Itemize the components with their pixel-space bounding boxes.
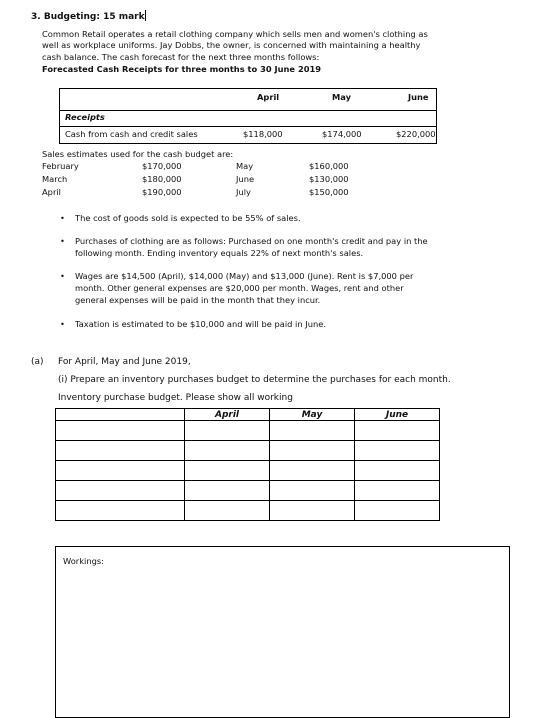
bullet-dot-icon: • [60,319,65,329]
bullet-dot-icon: • [60,213,65,223]
table-cell[interactable] [355,481,440,501]
part-a-text: For April, May and June 2019, [58,357,191,367]
bullet-text: The cost of goods sold is expected to be 55% of sales. [75,213,301,223]
sales-month: June [236,174,255,184]
bullet-dot-icon: • [60,271,65,281]
table-header-cell: May [270,409,355,421]
sales-month: February [42,161,79,171]
sales-estimates-heading: Sales estimates used for the cash budget are: [42,149,234,159]
intro-line-1: Common Retail operates a retail clothing company which sells men and women's clothing as [42,29,428,39]
sales-amount: $190,000 [142,187,182,197]
table-header-row [56,409,440,421]
table-row [56,461,440,481]
bullet-text: Purchases of clothing are as follows: Purchased on one month's credit and pay in the [75,236,428,246]
question-title: Budgeting: [43,12,100,22]
table-cell[interactable] [56,441,185,461]
table-row [56,441,440,461]
bullet-text: following month. Ending inventory equals 22% of next month's sales. [75,248,364,258]
part-a-sub: (i) Prepare an inventory purchases budget to determine the purchases for each month. [58,375,451,385]
header-june: June [408,92,429,102]
sales-month: July [236,187,251,197]
table-cell[interactable] [270,501,355,521]
bullet-dot-icon: • [60,236,65,246]
table-cell[interactable] [185,461,270,481]
table-cell[interactable] [185,421,270,441]
workings-box[interactable] [55,546,510,718]
table-header-cell: April [185,409,270,421]
table-cell[interactable] [270,421,355,441]
table-row [56,421,440,441]
value-june: $220,000 [396,129,436,139]
sales-amount: $180,000 [142,174,182,184]
table-cell[interactable] [355,441,440,461]
table-cell[interactable] [355,421,440,441]
part-a-label: (a) [31,357,44,367]
bullet-text: month. Other general expenses are $20,000 per month. Wages, rent and other [75,283,404,293]
forecast-heading: Forecasted Cash Receipts for three months to 30 June 2019 [42,64,322,74]
inventory-purchase-table [55,408,440,521]
row-label: Cash from cash and credit sales [65,129,198,139]
table-cell[interactable] [270,461,355,481]
table-cell[interactable] [185,481,270,501]
receipts-section-label: Receipts [65,112,105,122]
sales-amount: $130,000 [309,174,349,184]
sales-month: March [42,174,68,184]
sales-month: April [42,187,61,197]
sales-amount: $170,000 [142,161,182,171]
table-cell[interactable] [56,481,185,501]
workings-label: Workings: [63,556,104,566]
table-header-cell [56,409,185,421]
table-cell[interactable] [185,441,270,461]
inventory-table-title: Inventory purchase budget. Please show all working [58,393,293,403]
table-cell[interactable] [355,501,440,521]
table-row [56,481,440,501]
table-cell[interactable] [56,461,185,481]
table-row [56,501,440,521]
bullet-text: general expenses will be paid in the month that they incur. [75,295,321,305]
sales-month: May [236,161,254,171]
table-cell[interactable] [355,461,440,481]
table-cell[interactable] [270,481,355,501]
question-number: 3. [31,12,41,22]
table-cell[interactable] [185,501,270,521]
bullet-text: Taxation is estimated to be $10,000 and will be paid in June. [75,319,326,329]
receipts-header-row [60,89,436,111]
receipts-table [59,88,437,144]
intro-line-2: well as workplace uniforms. Jay Dobbs, the owner, is concerned with maintaining a healthy [42,40,421,50]
table-cell[interactable] [56,421,185,441]
sales-amount: $150,000 [309,187,349,197]
value-april: $118,000 [243,129,283,139]
question-heading [31,10,146,22]
sales-amount: $160,000 [309,161,349,171]
question-marks: 15 mark [103,12,145,22]
table-cell[interactable] [270,441,355,461]
header-april: April [257,92,280,102]
receipts-data-row [60,126,436,143]
value-may: $174,000 [322,129,362,139]
table-header-cell: June [355,409,440,421]
table-cell[interactable] [56,501,185,521]
bullet-text: Wages are $14,500 (April), $14,000 (May) and $13,000 (June). Rent is $7,000 per [75,271,414,281]
text-cursor [145,10,146,21]
header-may: May [332,92,352,102]
intro-line-3: cash balance. The cash forecast for the next three months follows: [42,52,320,62]
